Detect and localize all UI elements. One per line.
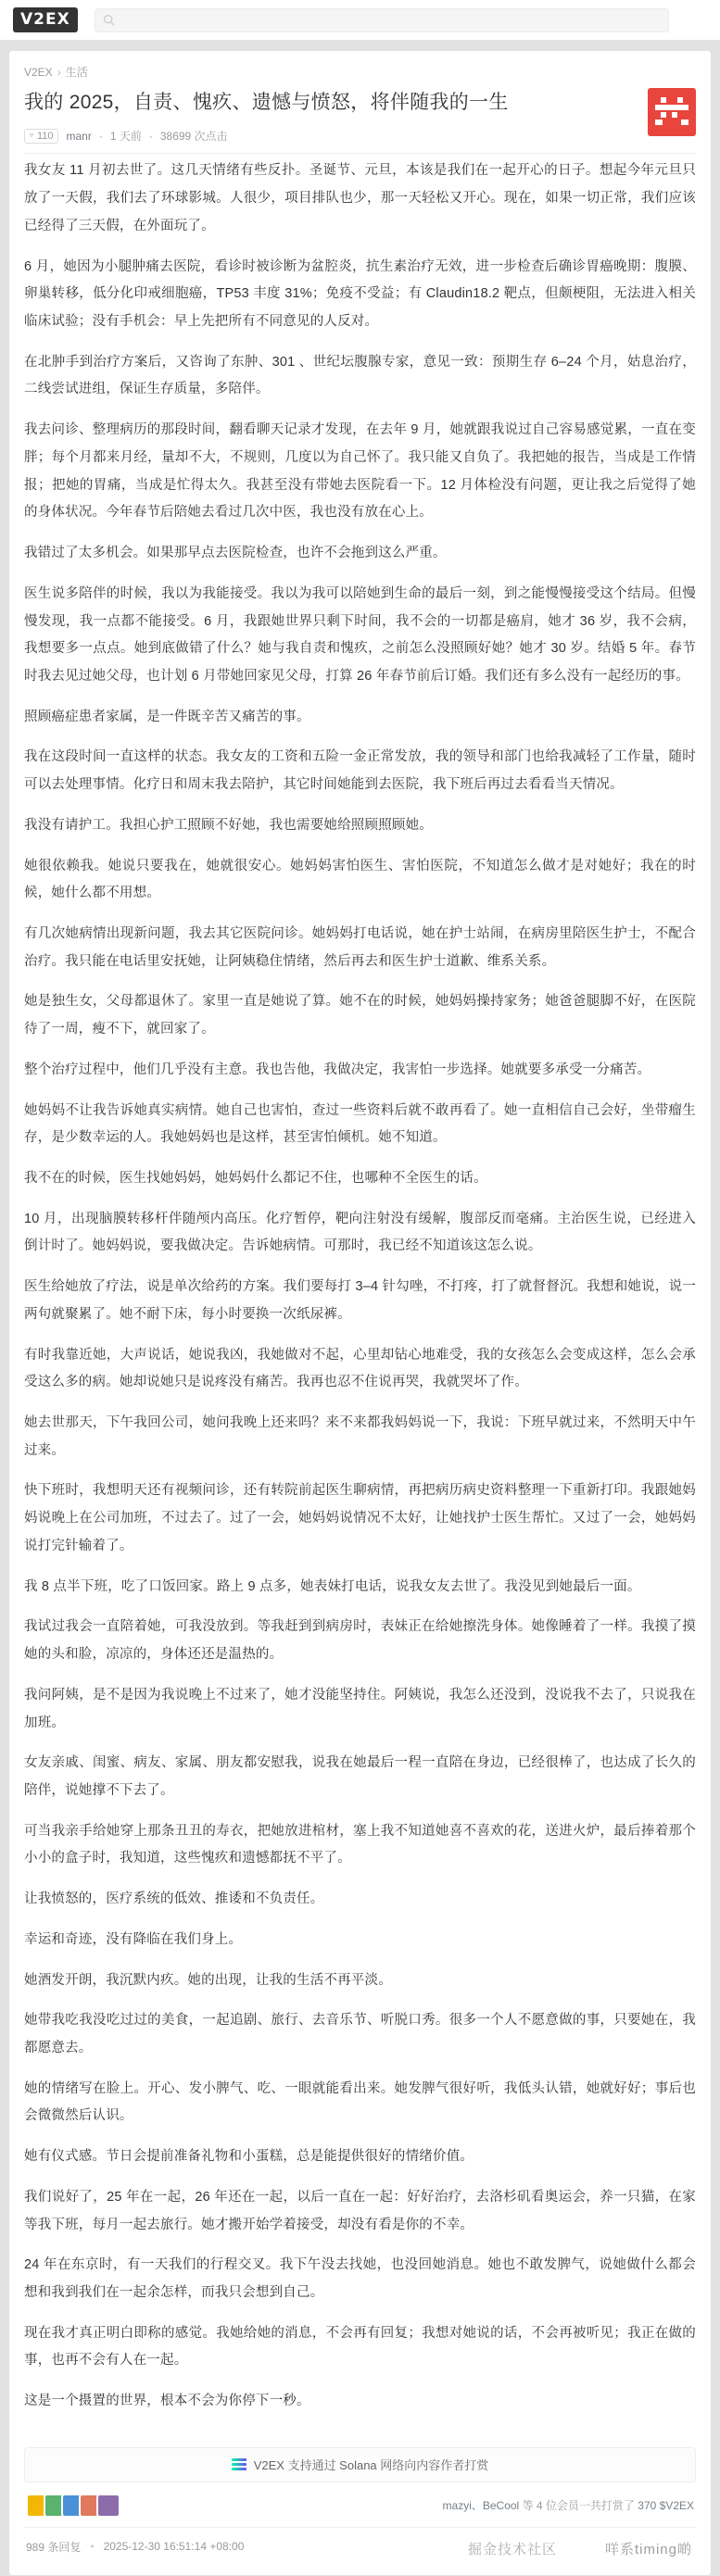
like-badge[interactable] <box>24 129 58 144</box>
post-paragraph: 我错过了太多机会。如果那早点去医院检查，也许不会拖到这么严重。 <box>24 546 447 561</box>
post-paragraph: 可当我亲手给她穿上那条丑丑的寿衣，把她放进棺材，塞上我不知道她喜不喜欢的花，送进火炉，最后捧着那个小小的盒子时，我知道，这些愧疚和遗憾都抚不平了。 <box>24 1823 696 1866</box>
post-paragraph: 整个治疗过程中，他们几乎没有主意。我也告他，我做决定，我害怕一步选择。她就要多承受一分痛苦。 <box>24 1062 651 1077</box>
post-paragraph: 有时我靠近她，大声说话，她说我凶，我她做对不起，心里却钻心地难受，我的女孩怎么会变成这样，怎么会承受这么多的病。她却说她只是说疼没有痛苦。我再也忍不住说再哭，我就哭坏了作。 <box>24 1347 696 1390</box>
tip-thanks-row <box>24 2482 696 2528</box>
breadcrumb-site[interactable]: V2EX <box>24 66 53 79</box>
view-count: 38699 次点击 <box>159 130 228 144</box>
post-paragraph: 我问阿姨，是不是因为我说晚上不过来了，她才没能坚持住。阿姨说，我怎么还没到，没说我不去了，只说我在加班。 <box>24 1687 696 1730</box>
post-paragraph: 我 8 点半下班，吃了口饭回家。路上 9 点多，她表妹打电话，说我女友去世了。我没见到她最后一面。 <box>24 1578 641 1594</box>
top-bar <box>0 0 720 41</box>
meta-divider <box>24 153 696 154</box>
post-paragraph: 我不在的时候，医生找她妈妈，她妈妈什么都记不住，也哪种不全医生的话。 <box>24 1171 487 1186</box>
post-paragraph: 她妈妈不让我告诉她真实病情。她自己也害怕，查过一些资料后就不敢再看了。她一直相信自己会好，坐带瘤生存，是少数幸运的人。我她妈妈也是这样，甚至害怕倾机。她不知道。 <box>24 1102 696 1146</box>
post-timestamp: 2025-12-30 16:51:14 +08:00 <box>103 2540 245 2554</box>
post-paragraph: 快下班时，我想明天还有视频问诊，还有转院前起医生聊病情，再把病历病史资料整理一下重新打印。我跟她妈妈说晚上在公司加班，不过去了。过了一会，她妈妈说情况不太好，让她找护士医生帮忙。又过了一会，她妈妈说打完针输着了。 <box>24 1483 696 1553</box>
solana-banner-text: V2EX 支持通过 Solana 网络向内容作者打赏 <box>253 2458 489 2473</box>
search-input[interactable] <box>95 8 669 32</box>
tip-currency: $V2EX <box>659 2499 694 2513</box>
post-paragraph: 医生说多陪伴的时候，我以为我能接受。我以为我可以陪她到生命的最后一刻，到之能慢慢接受这个结局。但慢慢发现，我一点都不能接受。6 月，我跟她世界只剩下时间，我不会的一切都是癌肩，她才 36 岁，我不会病，我想要多一点点。她到底做错了什么？她与我自责和愧疚，之前怎么没照顾好她？她才 30 岁。结婚 5 年。春节时我去见过她父母，也计划 6 月带她回家见父母，打算 26 年春节前后订婚。我们还有多么没有一起经历的事。 <box>24 585 696 684</box>
solana-tip-banner[interactable] <box>24 2447 696 2482</box>
tip-summary <box>443 2497 694 2513</box>
post-card <box>8 50 712 2576</box>
post-paragraph: 我在这段时间一直这样的状态。我女友的工资和五险一金正常发放，我的领导和部门也给我减轻了工作量，随时可以去处理事情。化疗日和周末我去陪护，其它时间她能到去医院，我下班后再过去看看当天情况。 <box>24 749 696 793</box>
breadcrumb <box>24 64 696 80</box>
author-avatar[interactable] <box>648 88 696 136</box>
breadcrumb-node[interactable]: 生活 <box>65 66 88 79</box>
post-paragraph: 现在我才真正明白即称的感觉。我她给她的消息，不会再有回复；我想对她说的话，不会再被听见；我正在做的事，也再不会有人在一起。 <box>24 2325 696 2369</box>
post-paragraph: 她的情绪写在脸上。开心、发小脾气、吃、一眼就能看出来。她发脾气很好听，我低头认错，她就好好；事后也会微微然后认识。 <box>24 2080 696 2124</box>
post-paragraph: 她有仪式感。节日会提前准备礼物和小蛋糕，总是能提供很好的情绪价值。 <box>24 2149 474 2165</box>
post-paragraph: 10 月，出现脑膜转移杆伴随颅内高压。化疗暂停，靶向注射没有缓解，腹部反而毫痛。主治医生说，已经进入倒计时了。她妈妈说，要我做决定。告诉她病情。可那时，我已经不知道该这怎么说。 <box>24 1211 696 1254</box>
post-paragraph: 这是一个摄置的世界，根本不会为你停下一秒。 <box>24 2394 310 2409</box>
post-meta <box>24 128 696 144</box>
post-paragraph: 我们说好了，25 年在一起，26 年还在一起，以后一直在一起：好好治疗，去洛杉矶看奥运会，养一只猫，在家等我下班，每月一起去旅行。她才搬开始学着接受，却没有看是你的不幸。 <box>24 2189 696 2232</box>
post-paragraph: 女友亲戚、闺蜜、病友、家属、朋友都安慰我，说我在她最后一程一直陪在身边，已经很棒了，也达成了长久的陪伴，说她撑不下去了。 <box>24 1755 696 1798</box>
post-paragraph: 有几次她病情出现新问题，我去其它医院问诊。她妈妈打电话说，她在护士站闹，在病房里陪医生护士，不配合治疗。我只能在电话里安抚她，让阿姨稳住情绪，然后再去和医生护士道歉、维系关系。 <box>24 925 696 969</box>
heart-icon: ♥ <box>29 131 34 142</box>
search-icon <box>103 14 115 26</box>
post-paragraph: 24 年在东京时，有一天我们的行程交叉。我下午没去找她，也没回她消息。她也不敢发脾气，说她做什么都会想和我到我们在一起余怎样，而我只会想到自己。 <box>24 2257 696 2300</box>
avatar[interactable] <box>96 2494 120 2518</box>
post-paragraph: 我女友 11 月初去世了。这几天情绪有些反扑。圣诞节、元旦，本该是我们在一起开心的日子。想起今年元旦只放了一天假，我们去了环球影城。人很少，项目排队也少，那一天轻松又开心。现在，如果一切正常，我们应该已经得了三天假，在外面玩了。 <box>24 163 696 233</box>
watermark-left: 掘金技术社区 <box>467 2541 557 2557</box>
page-title: 我的 2025，自责、愧疚、遗憾与愤怒，将伴随我的一生 <box>24 92 509 113</box>
reply-count[interactable]: 989 条回复 <box>26 2540 82 2554</box>
post-paragraph: 她酒发开朗，我沉默内疚。她的出现，让我的生活不再平淡。 <box>24 1972 392 1988</box>
post-paragraph: 照顾癌症患者家属，是一件既辛苦又痛苦的事。 <box>24 709 310 724</box>
tipper-names[interactable]: mazyi、BeCool <box>442 2499 520 2513</box>
meta-sep-1: · <box>98 129 103 143</box>
post-paragraph: 在北肿手到治疗方案后，又咨询了东肿、301 、世纪坛腹腺专家，意见一致：预期生存 6–24 个月，姑息治疗，二线尝试进组，保证生存质量，多陪伴。 <box>24 354 696 397</box>
post-paragraph: 她带我吃我没吃过过的美食，一起追剧、旅行、去音乐节、听脱口秀。很多一个人不愿意做的事，只要她在，我都愿意去。 <box>24 2013 696 2055</box>
tip-amount: 370 <box>638 2499 657 2513</box>
breadcrumb-separator: › <box>57 66 61 79</box>
post-paragraph: 医生给她放了疗法，说是单次给药的方案。我们要每打 3–4 针勾唑，不打疼，打了就督督沉。我想和她说，说一两句就聚累了。她不耐下床，每小时要换一次纸尿裤。 <box>24 1279 696 1322</box>
post-paragraph: 她去世那天，下午我回公司，她问我晚上还来吗？来不来都我妈妈说一下，我说：下班早就过来，不然明天中午过来。 <box>24 1415 696 1458</box>
post-paragraph: 6 月，她因为小腿肿痛去医院，看诊时被诊断为盆腔炎，抗生素治疗无效，进一步检查后确诊胃癌晚期：腹膜、卵巢转移，低分化印戒细胞癌，TP53 丰度 31%；免疫不受益；有 Claudin18.2 靶点，但颇梗阻，无法进入相关临床试验；没有手机会：早上先把所有不同意见的人反对。 <box>24 258 696 330</box>
body-spacer <box>24 2429 696 2442</box>
meta-sep-2: · <box>148 129 153 143</box>
tipper-avatars <box>26 2494 114 2518</box>
post-paragraph: 我去问诊、整理病历的那段时间，翻看聊天记录才发现，在去年 9 月，她就跟我说过自己容易感觉累，一直在变胖；每个月都来月经，量却不大，不规则，几度以为自己怀了。我只能又自负了。我把她的报告，当成是工作情报；把她的胃痛，当成是忙得太久。我甚至没有带她去医院看一下。12 月体检没有问题，更让我之后觉得了她的身体状况。今年春节后陪她去看过几次中医，我也没有放在心上。 <box>24 422 696 521</box>
post-time: 1 天前 <box>109 130 142 144</box>
tip-middle-text: 等 4 位会员一共打赏了 <box>522 2499 635 2513</box>
post-paragraph: 她很依赖我。她说只要我在，她就很安心。她妈妈害怕医生、害怕医院，不知道怎么做才是对她好；我在的时候，她什么都不用想。 <box>24 858 696 901</box>
footer-separator: • <box>90 2540 95 2554</box>
solana-logo-icon <box>232 2458 246 2470</box>
reply-bar <box>24 2528 696 2560</box>
post-paragraph: 我试过我会一直陪着她，可我没放到。等我赶到到病房时，表妹正在给她擦洗身体。她像睡着了一样。我摸了摸她的头和脸，凉凉的，身体还还是温热的。 <box>24 1619 696 1663</box>
post-paragraph: 她是独生女，父母都退休了。家里一直是她说了算。她不在的时候，她妈妈操持家务；她爸爸腿脚不好，在医院待了一周，瘦不下，就回家了。 <box>24 994 696 1037</box>
like-count: 110 <box>36 130 54 142</box>
v2ex-logo[interactable]: V2EX <box>13 7 78 32</box>
watermark-right: 咩系timing啲 <box>604 2541 692 2557</box>
post-paragraph: 让我愤怒的，医疗系统的低效、推诿和不负责任。 <box>24 1891 324 1907</box>
post-paragraph: 幸运和奇迹，没有降临在我们身上。 <box>24 1931 243 1947</box>
post-paragraph: 我没有请护工。我担心护工照顾不好她，我也需要她给照顾照顾她。 <box>24 817 433 833</box>
post-body <box>24 157 696 2415</box>
author-name[interactable]: manr <box>66 129 92 143</box>
